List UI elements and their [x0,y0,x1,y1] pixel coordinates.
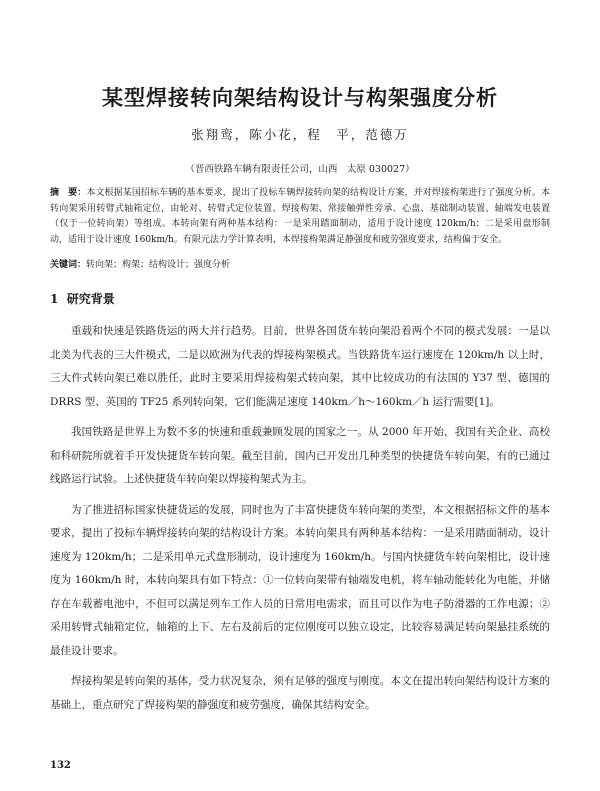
paragraph: 重载和快速是铁路货运的两大并行趋势。目前，世界各国货车转向架沿着两个不同的模式发展：一是以北美为代表的三大件模式，二是以欧洲为代表的焊接构架模式。当铁路货车运行速度在 120km/h 以上时，三大件式转向架已难以胜任，此时主要采用焊接构架式转向架，其中比较成功的有法国的 Y37 型、德国的 DRRS 型、英国的 TF25 系列转向架，它们能满足速度 140km／h～160km／h 运行需要[1]。 [50,325,550,408]
paragraph: 焊接构架是转向架的基体，受力状况复杂，须有足够的强度与刚度。本文在提出转向架结构设计方案的基础上，重点研究了焊接构架的静强度和疲劳强度，确保其结构安全。 [50,675,550,711]
body-text [50,320,550,724]
section-heading [50,290,550,307]
page-number: 132 [50,760,71,771]
paragraph: 为了推进招标国家快捷货运的发展，同时也为了丰富快捷货车转向架的类型，本文根据招标文件的基本要求，提出了投标车辆焊接转向架的结构设计方案。本转向架具有两种基本结构：一是采用踏面制动，设计速度为 120km/h；二是采用单元式盘形制动，设计速度为 160km/h。与国内快捷货车转向架相比，设计速度为 160km/h 时，本转向架具有如下特点：①一位转向架带有轴端发电机，将车轴动能转化为电能，并储存在车载蓄电池中，不但可以满足列车工作人员的日常用电需求，而且可以作为电子防滑器的工作电源；②采用转臂式轴箱定位，轴箱的上下、左右及前后的定位刚度可以独立设定，比较容易满足转向架悬挂系统的最佳设计要求。 [50,503,550,657]
author-list: 张翔鸾，陈小花，程 平，范德万 [191,127,409,142]
abstract-text: 本文根据某国招标车辆的基本要求，提出了投标车辆焊接转向架的结构设计方案，并对焊接构架进行了强度分析。本转向架采用转臂式轴箱定位，由轮对、转臂式定位装置、焊接构架、常接触弹性旁承、心盘、基础制动装置、轴端发电装置（仅于一位转向架）等组成。本转向架有两种基本结构：一是采用踏面制动，适用于设计速度 120km/h；二是采用盘形制动，适用于设计速度 160km/h。有限元法力学计算表明，本焊接构架满足静强度和疲劳强度要求，结构偏于安全。 [50,188,550,245]
keywords-text: 转向架；构架；结构设计；强度分析 [86,260,231,270]
paragraph: 我国铁路是世界上为数不多的快速和重载兼顾发展的国家之一。从 2000 年开始，我国有关企业、高校和科研院所就着手开发快捷货车转向架。截至目前，国内已开发出几种类型的快捷货车转向架，有的已通过线路运行试验。上述快捷货车转向架以焊接构架式为主。 [50,426,550,485]
section-number: 1 [50,292,59,306]
abstract-label: 摘 要： [50,188,87,198]
abstract [50,186,550,248]
keywords-label: 关键词： [50,260,87,270]
section-title: 研究背景 [66,292,115,306]
keywords [50,258,550,273]
paper-title: 某型焊接转向架结构设计与构架强度分析 [102,86,498,110]
affiliation: （晋西铁路车辆有限责任公司，山西 太原 030027） [185,164,415,175]
